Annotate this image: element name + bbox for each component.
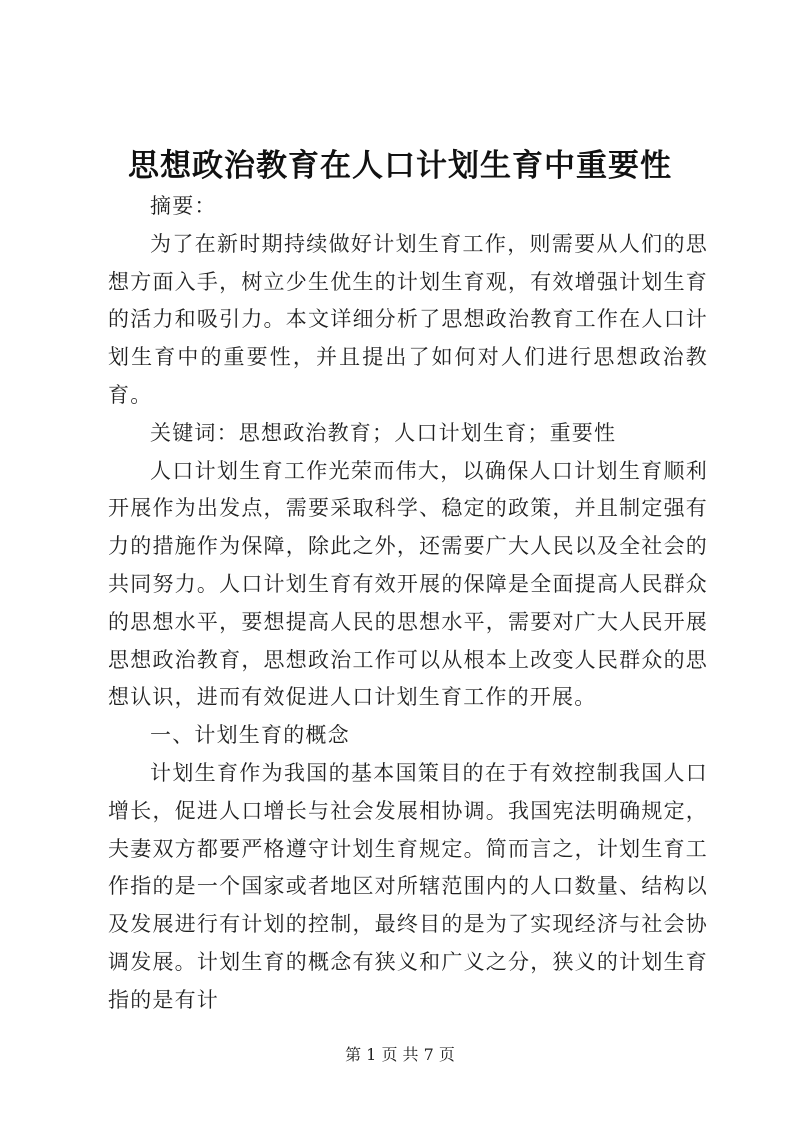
page-footer: 第 1 页 共 7 页 bbox=[345, 1045, 455, 1064]
section-paragraph: 计划生育作为我国的基本国策目的在于有效控制我国人口增长，促进人口增长与社会发展相协调。我国宪法明确规定，夫妻双方都要严格遵守计划生育规定。简而言之，计划生育工作指的是一个国家或者地区对所辖范围内的人口数量、结构以及发展进行有计划的控制，最终目的是为了实现经济与社会协调发展。计划生育的概念有狭义和广义之分，狭义的计划生育指的是有计 bbox=[108, 760, 708, 1012]
document-title: 思想政治教育在人口计划生育中重要性 bbox=[128, 148, 672, 184]
abstract-paragraph: 为了在新时期持续做好计划生育工作，则需要从人们的思想方面入手，树立少生优生的计划生育观，有效增强计划生育的活力和吸引力。本文详细分析了思想政治教育工作在人口计划生育中的重要性，并且提出了如何对人们进行思想政治教育。 bbox=[108, 231, 708, 407]
section-heading: 一、计划生育的概念 bbox=[150, 723, 350, 748]
abstract-label: 摘要： bbox=[150, 194, 217, 218]
keywords-line: 关键词：思想政治教育；人口计划生育；重要性 bbox=[150, 420, 617, 445]
document-body bbox=[108, 188, 708, 1020]
intro-paragraph: 人口计划生育工作光荣而伟大，以确保人口计划生育顺利开展作为出发点，需要采取科学、稳定的政策，并且制定强有力的措施作为保障，除此之外，还需要广大人民以及全社会的共同努力。人口计划生育有效开展的保障是全面提高人民群众的思想水平，要想提高人民的思想水平，需要对广大人民开展思想政治教育，思想政治工作可以从根本上改变人民群众的思想认识，进而有效促进人口计划生育工作的开展。 bbox=[108, 458, 708, 710]
